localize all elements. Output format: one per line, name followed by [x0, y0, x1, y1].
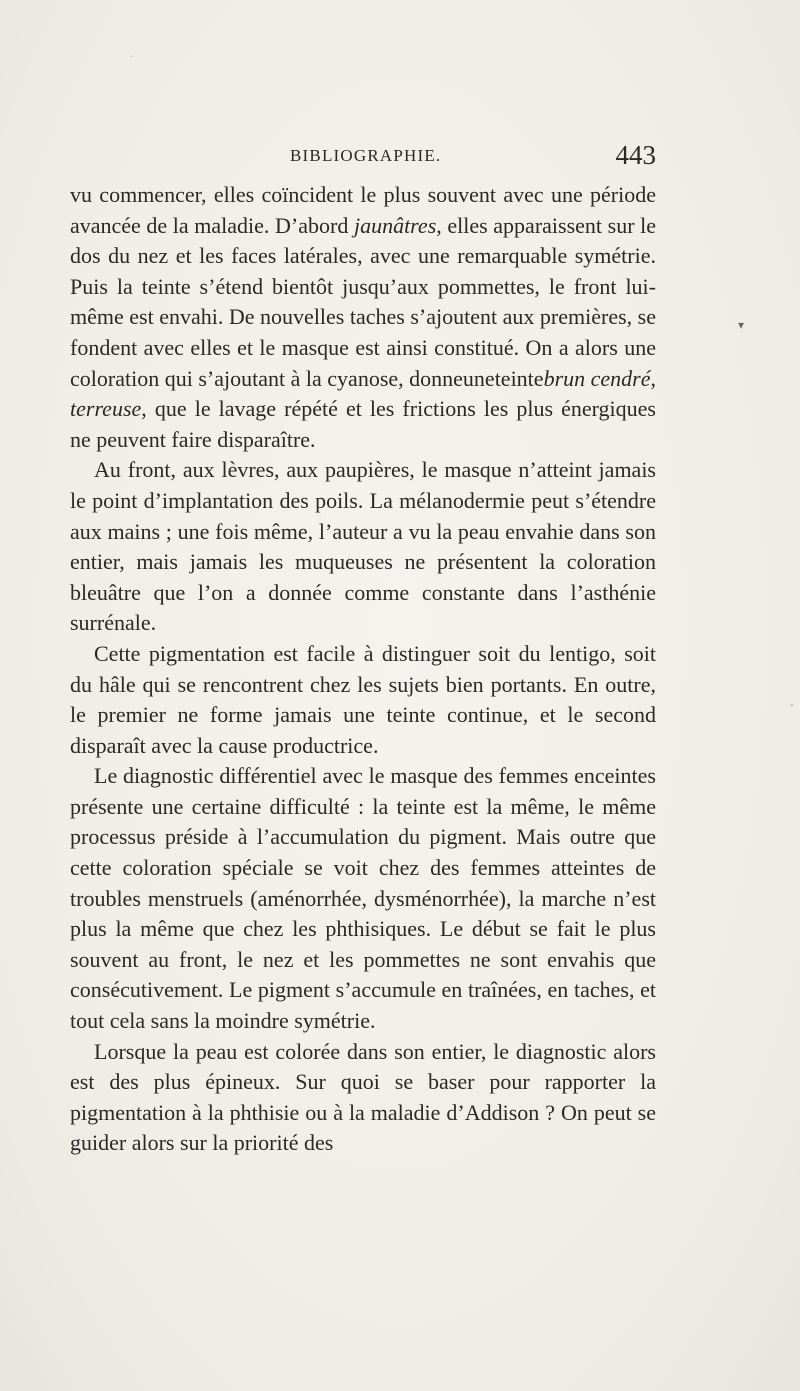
text-run: vu commencer, elles coïncident le plus souvent avec une période avancée de la maladie. D’abord: [70, 182, 656, 238]
text-run: ,: [650, 365, 656, 391]
margin-mark: ▾: [738, 318, 745, 332]
page-header: [70, 140, 656, 176]
text-run: Cette pigmentation est facile à distinguer soit du lentigo, soit du hâle qui se rencontrent chez les sujets bien portants. En outre, le premier ne forme jamais une teinte continue, et le second disparaît avec la cause productrice.: [70, 640, 656, 758]
page-number: 443: [615, 140, 656, 170]
text-run: Le diagnostic différentiel avec le masque des femmes enceintes présente une certaine difficulté : la teinte est la même, le même processus préside à l’accumulation du pigment. Mais outre que cette coloration spéciale se voit chez des femmes atteintes de troubles menstruels (aménorrhée, dysménorrhée), la marche n’est plus la même que chez les phthisiques. Le début se fait le plus souvent au front, le nez et les pommettes ne sont envahis que consécutivement. Le pigment s’accumule en traînées, en taches, et tout cela sans la moindre symétrie.: [70, 763, 656, 1034]
paragraph-3: [70, 639, 656, 761]
paragraph-2: [70, 455, 656, 639]
paragraph-1: [70, 180, 656, 455]
paragraph-4: [70, 761, 656, 1036]
text-run: Lorsque la peau est colorée dans son entier, le diagnostic alors est des plus épineux. Sur quoi se baser pour rapporter la pigmentation à la phthisie ou à la maladie d’Addison ? On peut se guider alors sur la priorité des: [70, 1038, 656, 1156]
running-head: BIBLIOGRAPHIE.: [290, 146, 442, 165]
edge-mark: -: [790, 700, 794, 711]
body-text: [70, 180, 656, 1159]
italic-term: terreuse: [70, 396, 142, 422]
italic-term: brun cendré: [543, 365, 651, 391]
ink-speck: ·: [130, 52, 134, 63]
text-run: Au front, aux lèvres, aux paupières, le masque n’atteint jamais le point d’implantation des poils. La mélanodermie peut s’étendre aux mains ; une fois même, l’auteur a vu la peau envahie dans son entier, mais jamais les muqueuses ne présentent la coloration bleuâtre que l’on a donnée comme constante dans l’asthénie surrénale.: [70, 457, 656, 636]
text-run: , que le lavage répété et les frictions les plus énergiques ne peuvent faire disparaître.: [70, 396, 656, 452]
italic-term: jaunâtres: [353, 212, 437, 238]
paragraph-5: [70, 1037, 656, 1159]
text-run: , elles apparaissent sur le dos du nez et les faces latérales, avec une remarquable symétrie. Puis la teinte s’étend bientôt jusqu’aux pommettes, le front lui-même est envahi. De nouvelles taches s’ajoutent aux premières, se fondent avec elles et le masque est ainsi constitué. On a alors une coloration qui s’ajoutant à la cyanose, donneuneteinte: [70, 212, 656, 391]
